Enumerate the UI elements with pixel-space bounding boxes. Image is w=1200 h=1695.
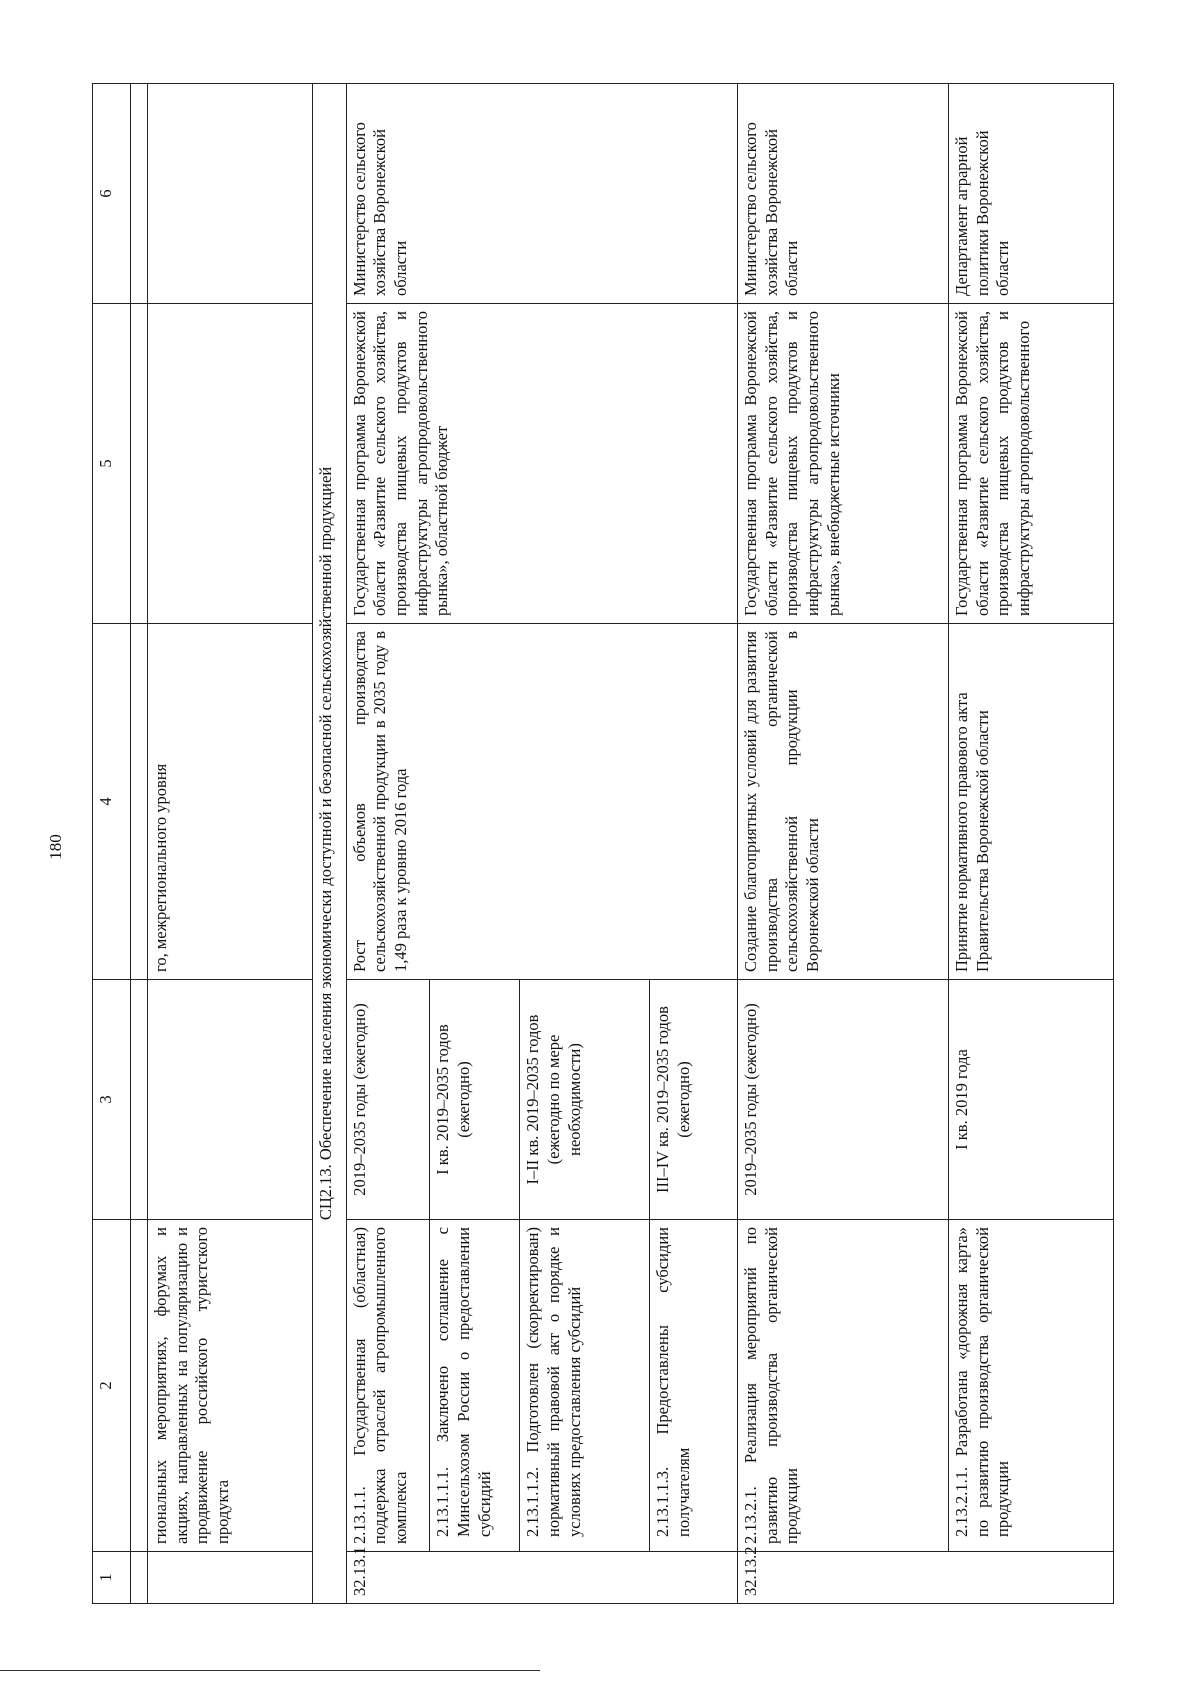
responsible-text: Департамент аграрной политики Воронежской области: [949, 84, 1114, 304]
period-text: 2019–2035 годы (ежегодно): [738, 980, 949, 1220]
result-text: Создание благоприятных условий для развития производства органической сельскохозяйственной продукции в Воронежской области: [738, 624, 949, 980]
plan-table: [92, 83, 1114, 1604]
period-text: I–II кв. 2019–2035 годов (ежегодно по мере необходимости): [520, 980, 650, 1220]
period-text: III–IV кв. 2019–2035 годов (ежегодно): [650, 980, 738, 1220]
period-text: 2019–2035 годы (ежегодно): [346, 980, 430, 1220]
continuation-result: го, межрегионального уровня: [147, 624, 312, 980]
col-num-5: 5: [93, 304, 131, 624]
continuation-row: [147, 84, 312, 1604]
subtask-text: 2.13.2.1.1. Разработана «дорожная карта» по развитию производства органической продукции: [949, 1220, 1114, 1552]
subtask-text: 2.13.1.1.3. Предоставлены субсидии получателям: [650, 1220, 738, 1552]
subtask-text: 2.13.1.1.2. Подготовлен (скорректирован) нормативный правовой акт о порядке и условиях предоставления субсидий: [520, 1220, 650, 1552]
section-title: СЦ2.13. Обеспечение населения экономически доступной и безопасной сельскохозяйственной продукцией: [312, 84, 346, 1604]
row-number: 32.13.1: [346, 1552, 737, 1604]
col-num-6: 6: [93, 84, 131, 304]
task-text: 2.13.2.1. Реализация мероприятий по развитию производства органической продукции: [738, 1220, 949, 1552]
source-text: Государственная программа Воронежской области «Развитие сельского хозяйства, производства пищевых продуктов и инфраструктуры агропродовольственного рынка», внебюджетные источники: [738, 304, 949, 624]
page-number: 180: [46, 834, 65, 860]
period-text: I кв. 2019 года: [949, 980, 1114, 1220]
source-text: Государственная программа Воронежской области «Развитие сельского хозяйства, производства пищевых продуктов и инфраструктуры агропродовольственного рынка», областной бюджет: [346, 304, 737, 624]
footer-rule: [0, 1670, 540, 1671]
col-num-3: 3: [93, 980, 131, 1220]
gap-row: [131, 84, 147, 1604]
table-row: [949, 84, 1114, 1604]
rotated-table-page: [92, 84, 1114, 1604]
table-row: [738, 84, 949, 1604]
responsible-text: Министерство сельского хозяйства Воронежской области: [346, 84, 737, 304]
col-num-2: 2: [93, 1220, 131, 1552]
subtask-text: 2.13.1.1.1. Заключено соглашение с Минсельхозом России о предоставлении субсидий: [430, 1220, 520, 1552]
col-num-1: 1: [93, 1552, 131, 1604]
result-text: Принятие нормативного правового акта Правительства Воронежской области: [949, 624, 1114, 980]
table-row: [346, 84, 430, 1604]
section-row: [312, 84, 346, 1604]
task-text: 2.13.1.1. Государственная (областная) поддержка отраслей агропромышленного комплекса: [346, 1220, 430, 1552]
period-text: I кв. 2019–2035 годов (ежегодно): [430, 980, 520, 1220]
source-text: Государственная программа Воронежской области «Развитие сельского хозяйства, производства пищевых продуктов и инфраструктуры агропродовольственного: [949, 304, 1114, 624]
column-number-row: [93, 84, 131, 1604]
continuation-task: гиональных мероприятиях, форумах и акциях, направленных на популяризацию и продвижение российского туристского продукта: [147, 1220, 312, 1552]
result-text: Рост объемов производства сельскохозяйственной продукции в 2035 году в 1,49 раза к уровню 2016 года: [346, 624, 737, 980]
row-number: 32.13.2: [738, 1552, 1114, 1604]
responsible-text: Министерство сельского хозяйства Воронежской области: [738, 84, 949, 304]
col-num-4: 4: [93, 624, 131, 980]
